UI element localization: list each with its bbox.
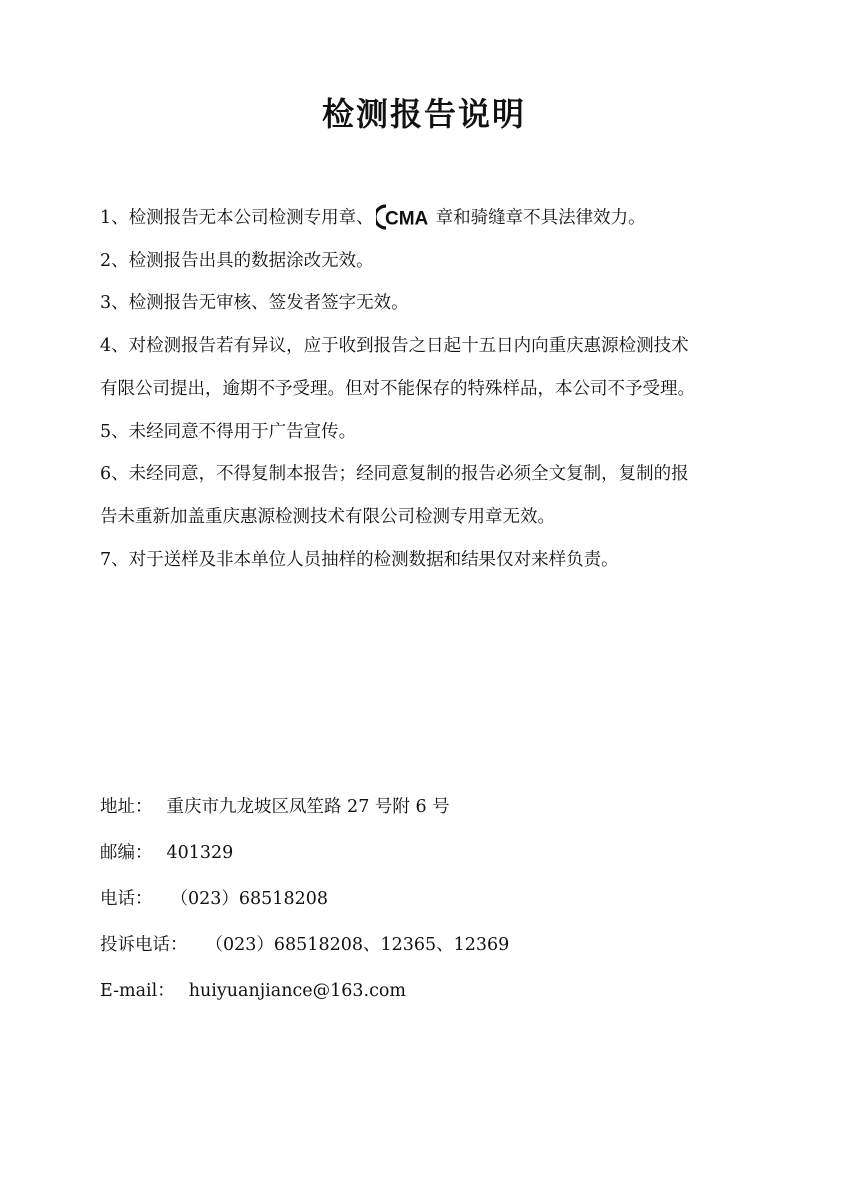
notes-list — [100, 197, 780, 581]
note-6-line-1: 6、未经同意，不得复制本报告；经同意复制的报告必须全文复制，复制的报 — [100, 464, 689, 485]
page-title: 检测报告说明 — [321, 95, 526, 133]
note-item-3 — [100, 282, 780, 325]
tel-value: （023）68518208 — [170, 889, 328, 909]
note-6-line-2: 告未重新加盖重庆惠源检测技术有限公司检测专用章无效。 — [100, 506, 555, 527]
tel-label: 电话： — [100, 889, 153, 909]
note-5-text: 5、未经同意不得用于广告宣传。 — [100, 421, 357, 442]
note-item-7 — [100, 539, 780, 582]
address-row — [100, 784, 780, 830]
note-item-4 — [100, 325, 780, 410]
cma-mark-icon — [376, 204, 434, 230]
note-4-line-2: 有限公司提出，逾期不予受理。但对不能保存的特殊样品，本公司不予受理。 — [100, 378, 695, 399]
note-2-text: 2、检测报告出具的数据涂改无效。 — [100, 250, 374, 271]
note-4-line-1: 4、对检测报告若有异议，应于收到报告之日起十五日内向重庆惠源检测技术 — [100, 336, 689, 357]
complaint-label: 投诉电话： — [100, 935, 188, 955]
note-item-6 — [100, 453, 780, 538]
note-item-2 — [100, 240, 780, 283]
email-value[interactable]: huiyuanjiance@163.com — [188, 981, 407, 1001]
note-item-1 — [100, 197, 780, 240]
note-7-text: 7、对于送样及非本单位人员抽样的检测数据和结果仅对来样负责。 — [100, 549, 619, 570]
complaint-row — [100, 922, 780, 968]
tel-row — [100, 876, 780, 922]
cma-mark-text: CMA — [384, 208, 428, 229]
note-3-text: 3、检测报告无审核、签发者签字无效。 — [100, 293, 409, 314]
email-row — [100, 968, 780, 1014]
address-label: 地址： — [100, 797, 153, 817]
zip-label: 邮编： — [100, 843, 153, 863]
address-value: 重庆市九龙坡区凤笙路 27 号附 6 号 — [166, 797, 450, 817]
contact-info — [100, 784, 780, 1014]
note-1-text-before: 1、检测报告无本公司检测专用章、 — [100, 208, 374, 228]
complaint-value: （023）68518208、12365、12369 — [205, 935, 510, 955]
note-item-5 — [100, 411, 780, 454]
email-label: E-mail： — [100, 981, 175, 1001]
zip-row — [100, 830, 780, 876]
note-1-text-after: 章和骑缝章不具法律效力。 — [435, 208, 646, 228]
zip-value: 401329 — [166, 843, 234, 863]
